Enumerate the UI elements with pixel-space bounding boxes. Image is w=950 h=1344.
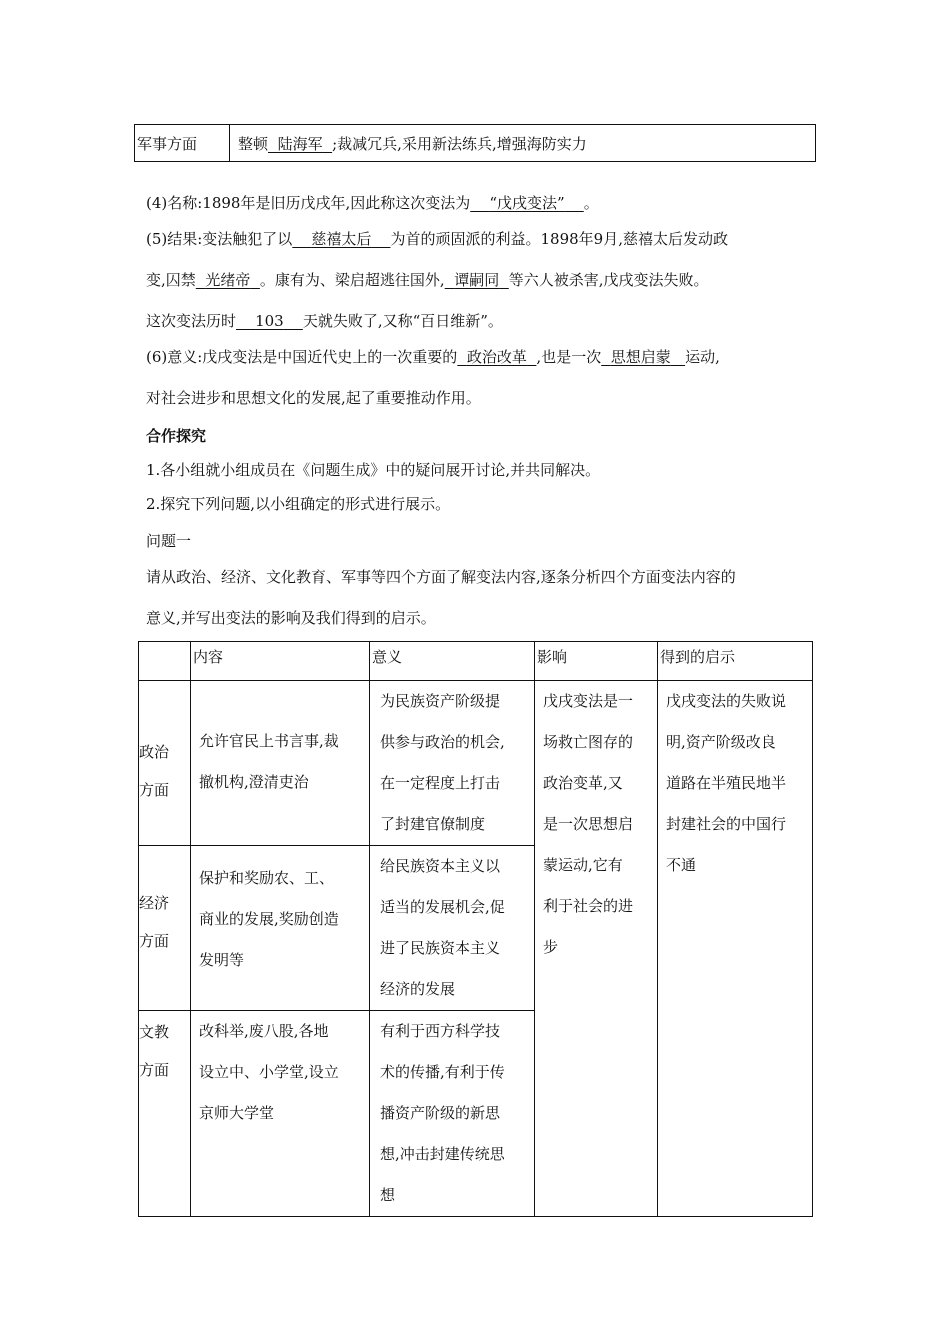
content-political	[191, 681, 370, 846]
item-6-line-2: 对社会进步和思想文化的发展,起了重要推动作用。	[146, 389, 481, 407]
cell-line: 京师大学堂	[199, 1104, 275, 1122]
text-segment: 整顿	[238, 134, 269, 153]
row-label-economic	[139, 846, 191, 1011]
text-segment: 。	[583, 194, 599, 212]
cell-line: 有利于西方科学技	[380, 1022, 501, 1040]
meaning-education	[370, 1011, 535, 1217]
cell-line: 场救亡图存的	[543, 733, 634, 751]
meaning-economic	[370, 846, 535, 1011]
cell-line: 适当的发展机会,促	[380, 898, 505, 916]
cell-line: 进了民族资本主义	[380, 939, 501, 957]
cell-line: 是一次思想启	[543, 815, 634, 833]
text-segment: ;裁减冗兵,采用新法练兵,增强海防实力	[332, 134, 587, 153]
text-segment: 这次变法历时	[146, 312, 237, 330]
table-row	[139, 681, 813, 846]
row-label: 军事方面	[135, 125, 230, 162]
item-4	[146, 193, 599, 213]
cell-line: 想	[380, 1186, 396, 1204]
cell-line: 道路在半殖民地半	[666, 774, 787, 792]
cell-line: 经济的发展	[380, 980, 456, 998]
blank-answer: 谭嗣同	[454, 271, 500, 289]
row-content	[230, 125, 816, 162]
row-label-political	[139, 681, 191, 846]
cell-line: 不通	[666, 856, 697, 874]
item-6-line-1	[146, 347, 720, 367]
item-5-line-1	[146, 229, 728, 249]
text-segment: 为首的顽固派的利益。1898年9月,慈禧太后发动政	[390, 230, 728, 248]
cell-line: 保护和奖励农、工、	[199, 869, 335, 887]
cell-line: 封建社会的中国行	[666, 815, 787, 833]
cell-line: 设立中、小学堂,设立	[199, 1063, 339, 1081]
label-line: 方面	[139, 932, 170, 950]
military-table	[134, 124, 816, 162]
text-segment: 天就失败了,又称“百日维新”。	[302, 312, 503, 330]
blank-answer: 慈禧太后	[311, 230, 372, 248]
text-segment: 等六人被杀害,戊戌变法失败。	[508, 271, 709, 289]
cell-line: 蒙运动,它有	[543, 856, 623, 874]
influence-cell	[535, 681, 658, 1217]
question-title: 问题一	[146, 532, 192, 550]
cell-line: 想,冲击封建传统思	[380, 1145, 505, 1163]
text-segment: 运动,	[685, 348, 720, 366]
header-cell-content: 内容	[191, 642, 370, 681]
cell-line: 戊戌变法是一	[543, 692, 634, 710]
cell-line: 商业的发展,奖励创造	[199, 910, 339, 928]
text-segment: (4)名称:1898年是旧历戊戌年,因此称这次变法为	[146, 194, 471, 212]
content-economic	[191, 846, 370, 1011]
cell-line: 为民族资产阶级提	[380, 692, 501, 710]
table-row	[135, 125, 816, 162]
question-text-line-1: 请从政治、经济、文化教育、军事等四个方面了解变法内容,逐条分析四个方面变法内容的	[146, 568, 736, 586]
cell-line: 允许官民上书言事,裁	[199, 732, 339, 750]
meaning-political	[370, 681, 535, 846]
item-5-line-2	[146, 270, 709, 290]
content-education	[191, 1011, 370, 1217]
cell-line: 戊戌变法的失败说	[666, 692, 787, 710]
cell-line: 供参与政治的机会,	[380, 733, 505, 751]
table-header-row	[139, 642, 813, 681]
label-line: 文教	[139, 1023, 170, 1041]
cell-line: 给民族资本主义以	[380, 857, 501, 875]
cell-line: 撤机构,澄清吏治	[199, 773, 309, 791]
analysis-table	[138, 641, 813, 1217]
cell-line: 利于社会的进	[543, 897, 634, 915]
section-title: 合作探究	[146, 427, 207, 445]
cell-line: 术的传播,有利于传	[380, 1063, 505, 1081]
row-label-education	[139, 1011, 191, 1217]
question-text-line-2: 意义,并写出变法的影响及我们得到的启示。	[146, 609, 436, 627]
item-5-line-3	[146, 311, 503, 331]
blank-answer: “戊戌变法”	[489, 194, 565, 212]
header-cell-influence: 影响	[535, 642, 658, 681]
cell-line: 改科举,废八股,各地	[199, 1022, 329, 1040]
cell-line: 步	[543, 938, 559, 956]
text-segment: (6)意义:戊戌变法是中国近代史上的一次重要的	[146, 348, 458, 366]
label-line: 政治	[139, 743, 170, 761]
text-segment: ,也是一次	[536, 348, 602, 366]
header-cell-empty	[139, 642, 191, 681]
blank-answer: 光绪帝	[205, 271, 251, 289]
cell-line: 了封建官僚制度	[380, 815, 486, 833]
header-cell-meaning: 意义	[370, 642, 535, 681]
cell-line: 播资产阶级的新思	[380, 1104, 501, 1122]
lesson-cell	[658, 681, 813, 1217]
step-1: 1.各小组就小组成员在《问题生成》中的疑问展开讨论,并共同解决。	[146, 461, 601, 479]
blank-answer: 思想启蒙	[610, 348, 671, 366]
cell-line: 明,资产阶级改良	[666, 733, 776, 751]
text-segment: (5)结果:变法触犯了以	[146, 230, 293, 248]
cell-line: 在一定程度上打击	[380, 774, 501, 792]
blank-answer: 陆海军	[277, 134, 323, 153]
blank-answer: 政治改革	[466, 348, 527, 366]
text-segment: 。康有为、梁启超逃往国外,	[259, 271, 445, 289]
cell-line: 发明等	[199, 951, 245, 969]
label-line: 方面	[139, 1061, 170, 1079]
label-line: 方面	[139, 781, 170, 799]
text-segment: 变,囚禁	[146, 271, 196, 289]
step-2: 2.探究下列问题,以小组确定的形式进行展示。	[146, 495, 451, 513]
header-cell-lesson: 得到的启示	[658, 642, 813, 681]
cell-line: 政治变革,又	[543, 774, 623, 792]
label-line: 经济	[139, 894, 170, 912]
blank-answer: 103	[255, 312, 284, 330]
